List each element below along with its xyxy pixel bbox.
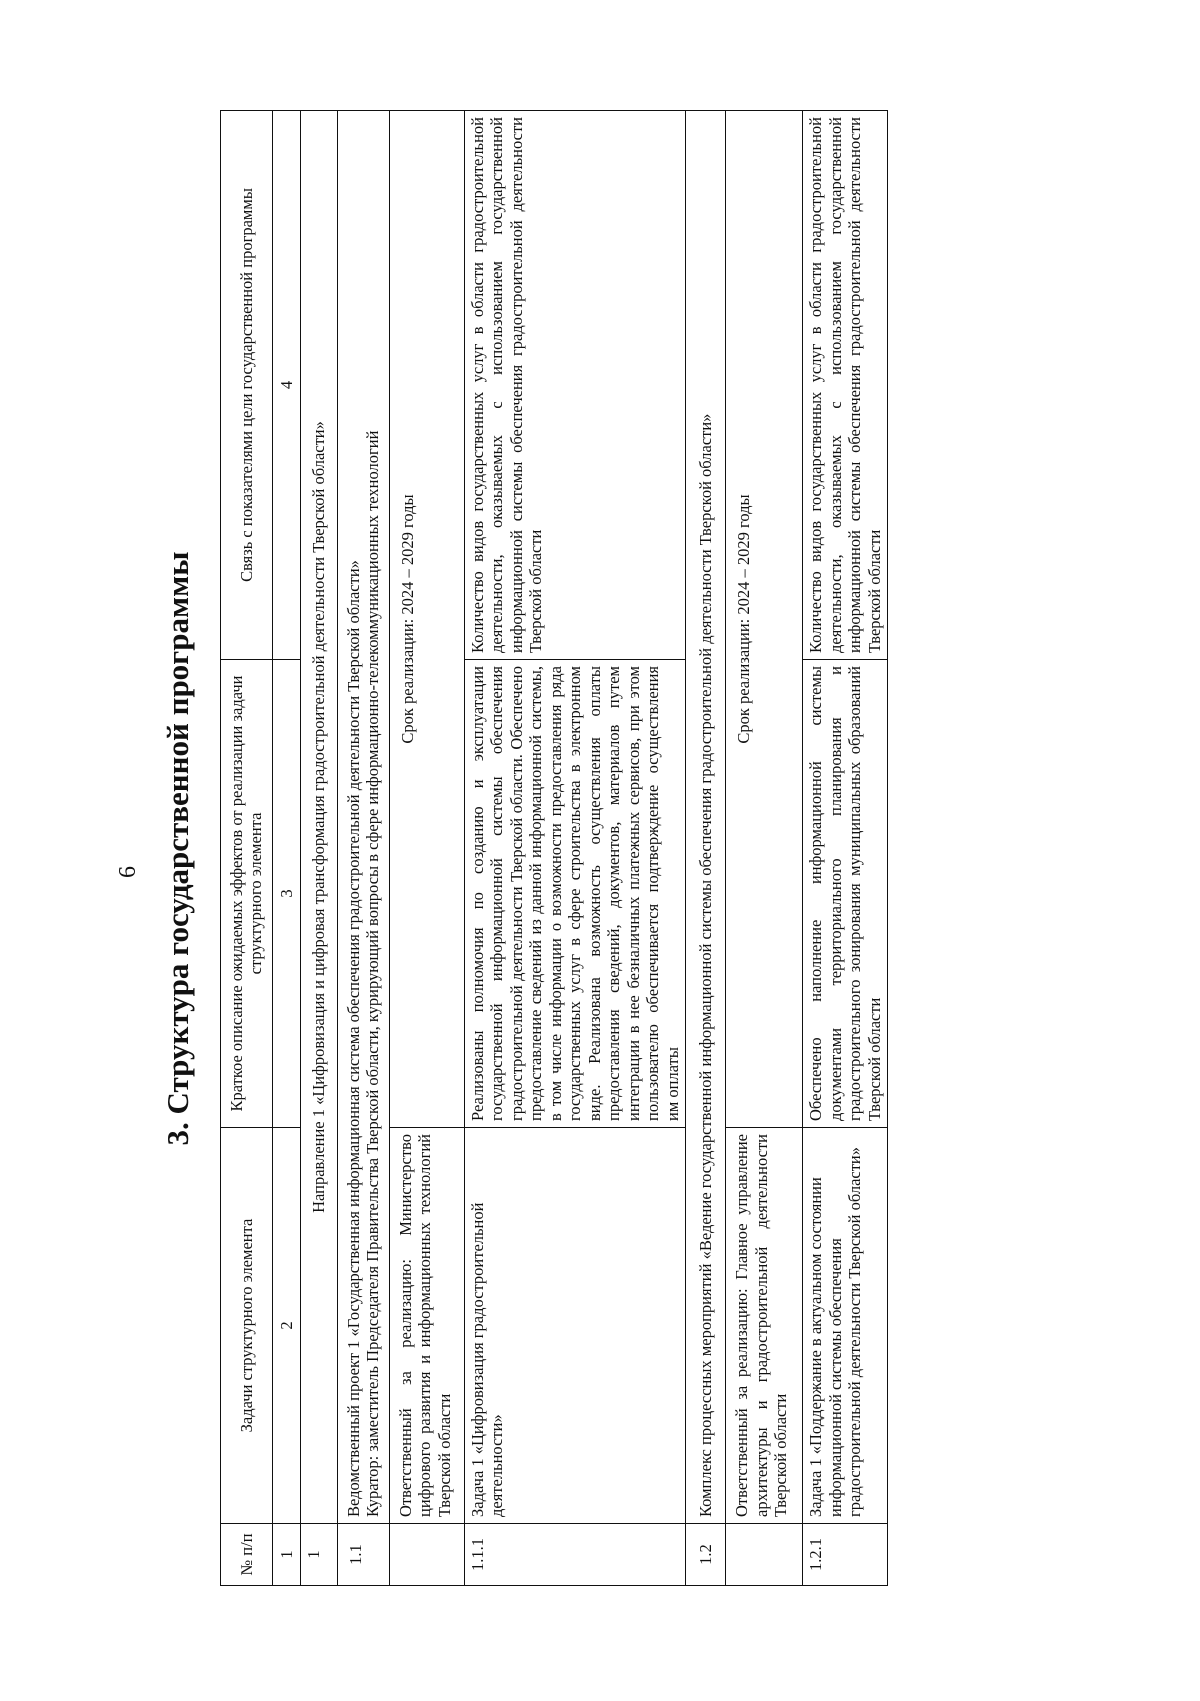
project-curator: Куратор: заместитель Председателя Правительства Тверской области, курирующий вопросы в сфере информационно-телекоммуникационных технологий [363,430,383,1517]
task-num: 1.1.1 [464,1524,685,1586]
task-text: Задача 1 «Поддержание в актуальном состоянии информационной системы обеспечения градостроительной деятельности Тверской области» [803,1128,888,1524]
column-number: 1 [272,1524,300,1586]
complex-term: Срок реализации: 2024 – 2029 годы [726,111,803,1128]
task-link: Количество видов государственных услуг в области градостроительной деятельности, оказываемых с использованием государственной информационной системы обеспечения градостроительной деятельности Тверской области [803,111,888,660]
task-link: Количество видов государственных услуг в области градостроительной деятельности, оказываемых с использованием государственной информационной системы обеспечения градостроительной деятельности Тверской области [464,111,685,660]
task-effect: Реализованы полномочия по созданию и эксплуатации государственной информационной системы обеспечения градостроительной деятельности Тверской области. Обеспечено предоставление сведений из данной информационной системы, в том числе информации о возможности предоставления ряда государственных услуг в сфере строительства в электронном виде. Реализована возможность осуществления оплаты предоставления сведений, документов, материалов путем интеграции в нее безналичных платежных сервисов, при этом пользователю обеспечивается подтверждение осуществления им оплаты [464,660,685,1128]
rotated-page-content [150,111,1070,1586]
task-row [803,111,888,1586]
header-tasks: Задачи структурного элемента [221,1128,273,1524]
header-row [221,111,273,1586]
page-number: 6 [115,866,141,878]
header-link: Связь с показателями цели государственной программы [221,111,273,660]
direction-text: Направление 1 «Цифровизация и цифровая трансформация градостроительной деятельности Тверской области» [301,111,337,1524]
empty-cell [726,1524,803,1586]
complex-num: 1.2 [685,1524,725,1586]
header-effects: Краткое описание ожидаемых эффектов от реализации задачи структурного элемента [221,660,273,1128]
task-effect: Обеспечено наполнение информационной системы документами территориального планирования и градостроительного зонирования муниципальных образований Тверской области [803,660,888,1128]
project-title: Ведомственный проект 1 «Государственная информационная система обеспечения градостроительной деятельности Тверской области» [343,560,363,1517]
direction-row [301,111,337,1586]
project-responsible-row [389,111,464,1586]
project-term: Срок реализации: 2024 – 2029 годы [389,111,464,1128]
task-row [464,111,685,1586]
empty-cell [389,1524,464,1586]
project-row [337,111,389,1586]
column-number-row [272,111,300,1586]
direction-num: 1 [301,1524,337,1586]
column-number: 2 [272,1128,300,1524]
complex-row [685,111,725,1586]
complex-responsible: Ответственный за реализацию: Главное управление архитектуры и градостроительной деятельности Тверской области [726,1128,803,1524]
header-num: № п/п [221,1524,273,1586]
project-num: 1.1 [337,1524,389,1586]
document-title: 3. Структура государственной программы [160,551,195,1146]
complex-text: Комплекс процессных мероприятий «Ведение государственной информационной системы обеспечения градостроительной деятельности Тверской области» [685,111,725,1524]
task-num: 1.2.1 [803,1524,888,1586]
column-number: 3 [272,660,300,1128]
task-text: Задача 1 «Цифровизация градостроительной деятельности» [464,1128,685,1524]
project-responsible: Ответственный за реализацию: Министерство цифрового развития и информационных технологий Тверской области [389,1128,464,1524]
structure-table [220,110,888,1586]
complex-responsible-row [726,111,803,1586]
column-number: 4 [272,111,300,660]
